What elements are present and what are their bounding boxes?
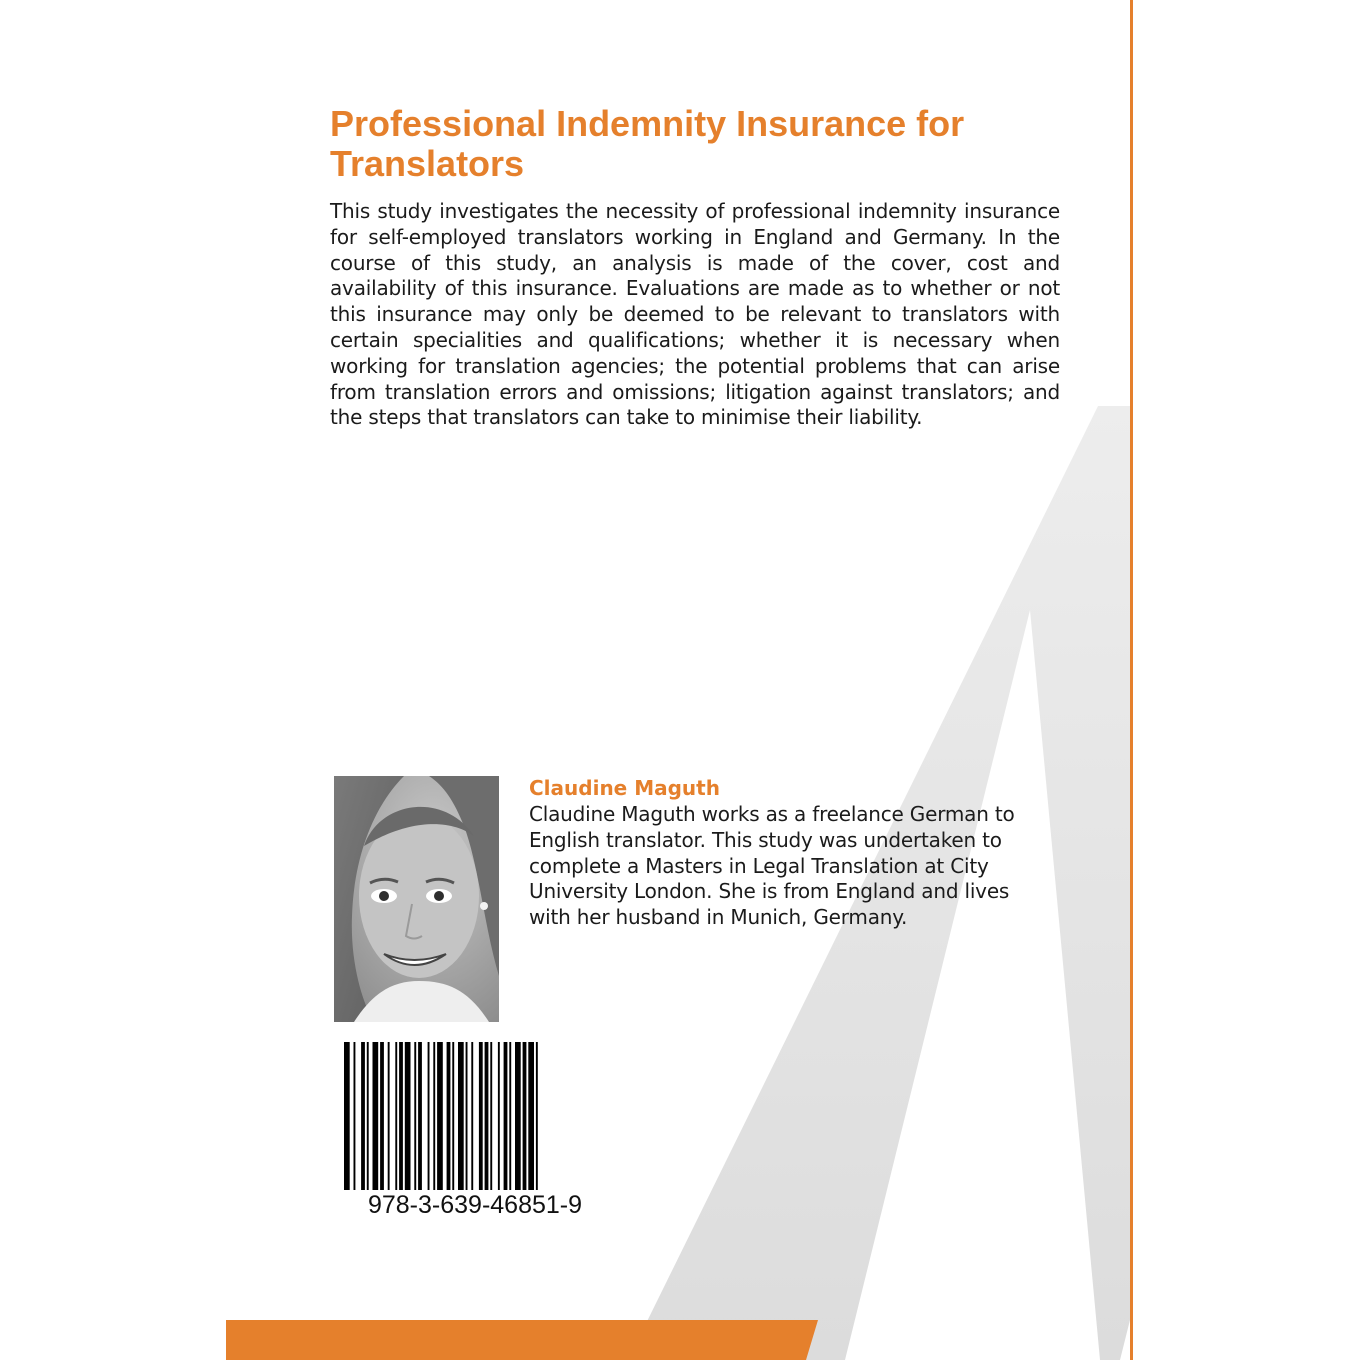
barcode-bar [458, 1042, 464, 1190]
barcode-bar [388, 1042, 390, 1190]
barcode-bar [523, 1042, 527, 1190]
barcode-bar [405, 1042, 411, 1190]
barcode-bar [354, 1042, 356, 1190]
author-name: Claudine Maguth [529, 776, 720, 800]
barcode-bar [498, 1042, 500, 1190]
footer-accent-bar [226, 1320, 826, 1360]
barcode-bar [447, 1042, 451, 1190]
spine-edge-line [1130, 0, 1133, 1360]
barcode-bar [490, 1042, 492, 1190]
barcode-bar [485, 1042, 489, 1190]
barcode-bar [395, 1042, 397, 1190]
barcode-bar [471, 1042, 473, 1190]
barcode-bar [466, 1042, 468, 1190]
barcode-bar [515, 1042, 521, 1190]
barcode-bar [528, 1042, 534, 1190]
barcode-bar [344, 1042, 350, 1190]
barcode-bar [418, 1042, 422, 1190]
barcode-bar [433, 1042, 435, 1190]
barcode-bar [536, 1042, 538, 1190]
barcode-bar [509, 1042, 511, 1190]
book-title: Professional Indemnity Insurance for Translators [330, 103, 965, 184]
barcode-bar [367, 1042, 369, 1190]
isbn-barcode [340, 1042, 610, 1190]
book-abstract: This study investigates the necessity of professional indemnity insurance for self-employed translators working in England and Germany. In the course of this study, an analysis is made of the cover, cost and availability of this insurance. Evaluations are made as to whether or not this insurance may only be deemed to be relevant to translators with certain specialities and qualifications; whether it is necessary when working for translation agencies; the potential problems that can arise from translation errors and omissions; litigation against translators; and the steps that translators can take to minimise their liability. [330, 199, 1060, 430]
barcode-bar [428, 1042, 430, 1190]
barcode-bar [373, 1042, 379, 1190]
isbn-number: 978-3-639-46851-9 [367, 1191, 583, 1219]
barcode-bar [361, 1042, 365, 1190]
barcode-bar [380, 1042, 384, 1190]
author-photo [334, 776, 499, 1022]
author-bio: Claudine Maguth works as a freelance German to English translator. This study was undertaken to complete a Masters in Legal Translation at City University London. She is from England and lives with her husband in Munich, Germany. [529, 802, 1015, 930]
barcode-bar [504, 1042, 508, 1190]
barcode-bar [414, 1042, 416, 1190]
barcode-bar [479, 1042, 483, 1190]
barcode-bar [437, 1042, 443, 1190]
barcode-bar [399, 1042, 403, 1190]
barcode-bar [452, 1042, 454, 1190]
